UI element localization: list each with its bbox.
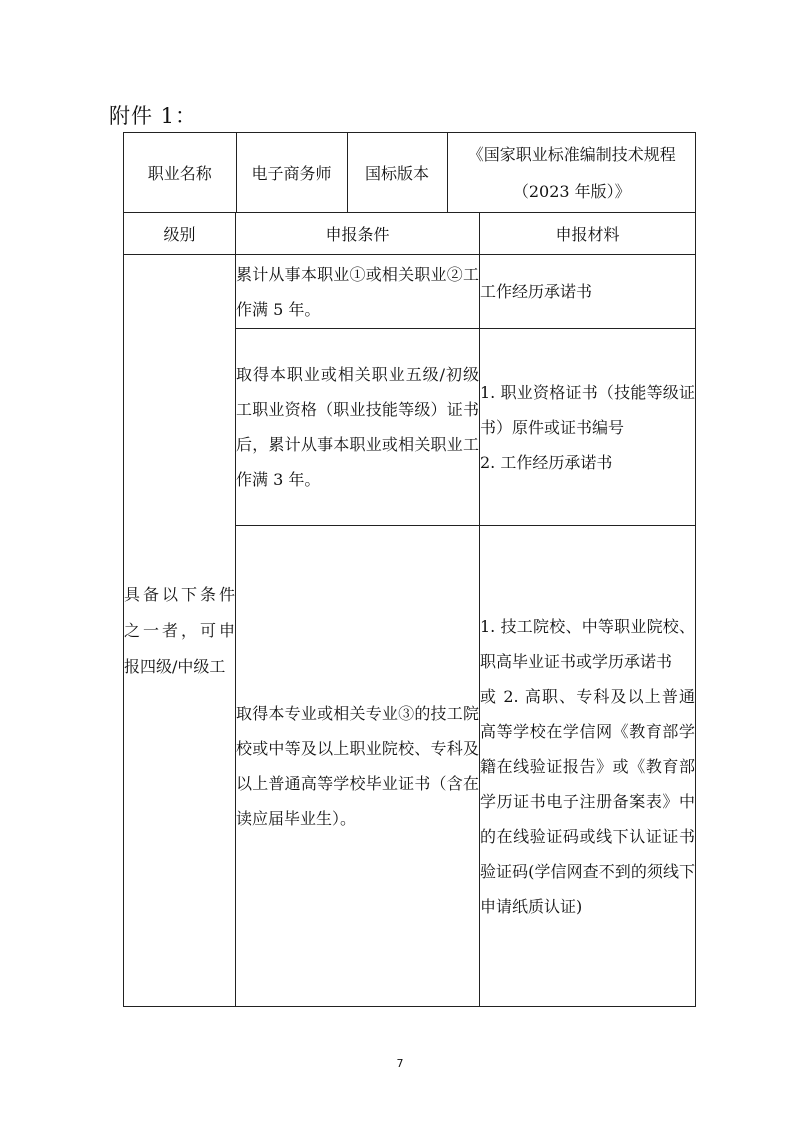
column-header-level: 级别 — [124, 213, 236, 255]
header-row — [124, 133, 696, 213]
table-row — [124, 255, 696, 329]
occupation-value: 电子商务师 — [236, 133, 347, 212]
materials-cell-3: 1. 技工院校、中等职业院校、职高毕业证书或学历承诺书 或 2. 高职、专科及以上普通高等学校在学信网《教育部学籍在线验证报告》或《教育部学历证书电子注册备案表》中的在线验证码或线下认证证书验证码(学信网查不到的须线下申请纸质认证) — [480, 526, 696, 1007]
condition-cell-1: 累计从事本职业①或相关职业②工作满 5 年。 — [236, 255, 480, 329]
condition-cell-2: 取得本职业或相关职业五级/初级工职业资格（职业技能等级）证书后，累计从事本职业或相关职业工作满 3 年。 — [236, 329, 480, 526]
condition-cell-3: 取得本专业或相关专业③的技工院校或中等及以上职业院校、专科及以上普通高等学校毕业证书（含在读应届毕业生）。 — [236, 526, 480, 1007]
version-label: 国标版本 — [347, 133, 447, 212]
column-header-conditions: 申报条件 — [236, 213, 480, 255]
column-header-materials: 申报材料 — [480, 213, 696, 255]
occupation-label: 职业名称 — [147, 164, 212, 183]
materials-cell-2: 1. 职业资格证书（技能等级证书）原件或证书编号 2. 工作经历承诺书 — [480, 329, 696, 526]
page-number: 7 — [396, 1057, 404, 1070]
standard-name: 《国家职业标准编制技术规程（2023 年版）》 — [447, 133, 696, 212]
header-inner-table — [124, 133, 696, 212]
level-cell: 具备以下条件之一者，可申报四级/中级工 — [124, 255, 236, 1007]
qualification-table — [123, 132, 696, 1007]
column-header-row — [124, 213, 696, 255]
attachment-label: 附件 1： — [109, 104, 198, 128]
materials-cell-1: 工作经历承诺书 — [480, 255, 696, 329]
